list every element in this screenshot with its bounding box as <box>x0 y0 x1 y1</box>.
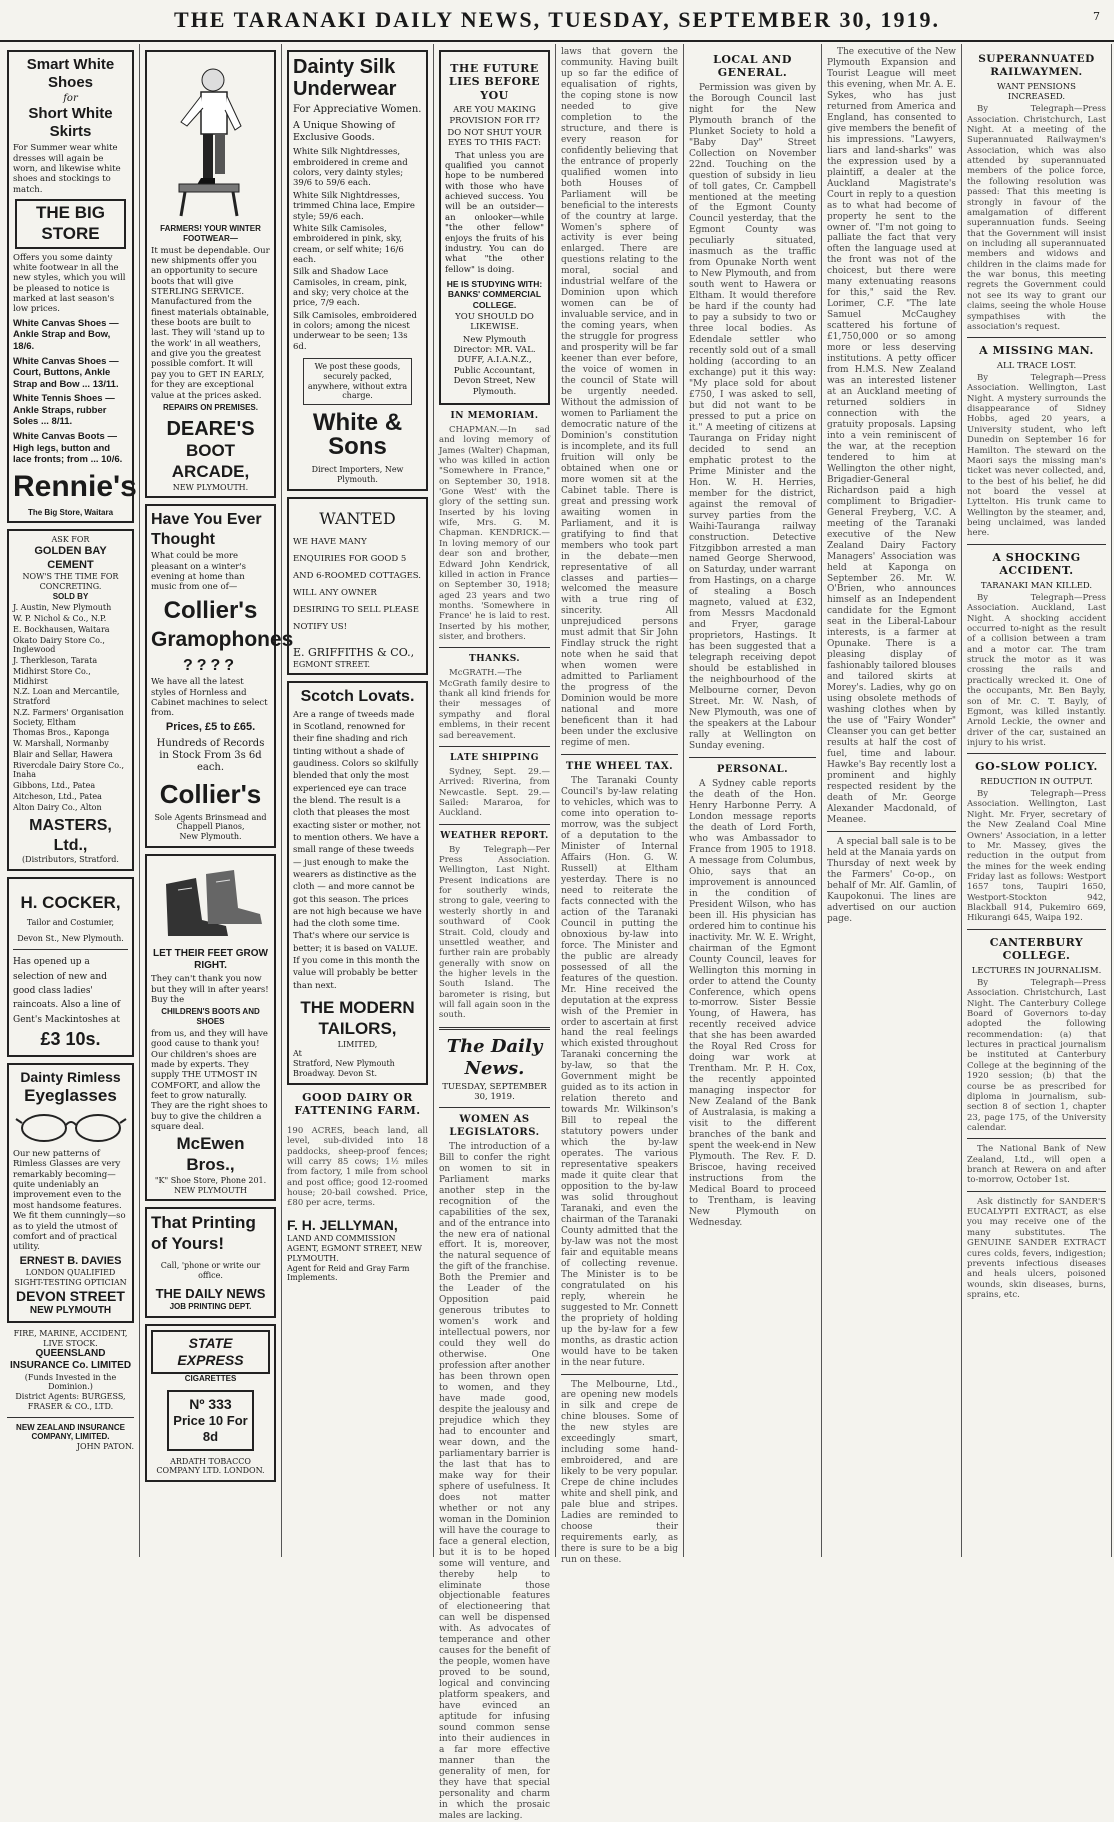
cocker-price: £3 10s. <box>40 1029 101 1050</box>
section-heading: WEATHER REPORT. <box>440 830 549 841</box>
brand-logo: STATE EXPRESS <box>151 1330 270 1374</box>
ad-question: ARE YOU MAKING PROVISION FOR IT? <box>449 105 540 126</box>
griffiths-name: E. GRIFFITHS & CO., <box>293 646 415 660</box>
state-express-ad <box>145 1324 276 1482</box>
ad-body: 190 ACRES, beach land, all level, sub-divided into 18 paddocks, sheep-proof fences; will carry 85 cows; 1½ miles from factory, 1 mile from school and post office; good 12-roomed house; 20-bail cowshed. Price, £80 per acre, terms. <box>287 1125 428 1209</box>
collier-sole: Sole Agents Brinsmead and Chappell Pianos, <box>154 812 267 832</box>
collier-item: Gramophones <box>151 627 294 651</box>
brand-maker: ARDATH TOBACCO COMPANY LTD. LONDON. <box>156 1456 265 1476</box>
column-4 <box>434 44 556 1821</box>
ad-headline: Have You Ever Thought <box>151 511 262 548</box>
collier-latest: We have all the latest styles of Hornless and Cabinet machines to select from. <box>151 677 268 719</box>
ad-caption: LET THEIR FEET GROW RIGHT. <box>153 947 268 972</box>
ad-headline: Dainty Rimless <box>20 1069 121 1086</box>
editorial-date: TUESDAY, SEPTEMBER 30, 1919. <box>442 1081 547 1103</box>
masthead <box>0 0 1114 42</box>
article-body: The Taranaki County Council's by-law relating to vehicles, which was to come into operation to-morrow, was the subject of a deputation to the Minister of Internal Affairs (Hon. G. W. Russell) at Eltham yesterday. There is no need to reiterate the facts connected with the action of the Taranaki Council in putting the obnoxious by-law into force. The Minister and the public are already possessed of all the features of the question. Mr. Hine received the deputation at the express wish of the Premier in order to ascertain at first hand the real feelings which existed throughout Taranaki concerning the by-law, so that the Government might be guided as to its action in relation thereto and towards Mr. Wilkinson's Bill to repeal the statutory powers under which the by-law operates. The various representative speakers made it quite clear that opposition to the by-law was solid throughout Taranaki, and even the chairman of the Taranaki County admitted that the by-law was not the most fair and equitable means of collecting revenue. The Minister is to be congratulated on his reply, wherein he suggested to Mr. Connett the propriety of holding up the by-law for a few months, as drastic action would have to be taken in the near future. <box>561 776 678 1368</box>
list-item: W. P. Nichol & Co., N.P. <box>13 614 107 624</box>
insurance-sub: (Funds Invested in the Dominion.) <box>24 1372 117 1392</box>
ad-headline-2: Eyeglasses <box>24 1086 117 1106</box>
brand-sub: CIGARETTES <box>184 1374 237 1384</box>
mcewen-heading: CHILDREN'S BOOTS AND SHOES <box>161 1007 260 1027</box>
cocker-name: H. COCKER, <box>20 893 121 913</box>
cocker-trade: Tailor and Costumier, <box>26 917 115 927</box>
ad-body: Our new patterns of Rimless Glasses are very remarkably becoming—quite undeniably an improvement even to the most handsome features. We fit them cunningly—so as to yield the utmost of comfort and of practical utility. <box>13 1149 126 1253</box>
brand-number: Nº 333 <box>189 1395 232 1412</box>
insurance-manager: JOHN PATON. <box>76 1442 134 1452</box>
list-item: Gibbons, Ltd., Patea <box>13 781 96 791</box>
cocker-address: Devon St., New Plymouth. <box>17 933 124 943</box>
ad-offer: Offers you some dainty white footwear in all the new styles, which you will be pleased to notice is marked at last season's low prices. <box>13 252 126 315</box>
wanted-ad <box>287 497 428 676</box>
article-subheading: TARANAKI MAN KILLED. <box>980 580 1093 591</box>
cement-name: GOLDEN BAY CEMENT <box>34 545 107 571</box>
article-body: By Telegraph—Press Association. Christchurch, Last Night. The Canterbury College Board of Governors to-day adopted the following recommendation: (a) that lectures in practical journalism be instituted at Canterbury College at the beginning of the 1920 session; (b) that the course be as prescribed for diploma in journalism, sub-section 8 of section 1, chapter 23, page 175, of the University calendar. <box>967 977 1106 1133</box>
ad-studying: HE IS STUDYING WITH: BANKS' COMMERCIAL COLLEGE. <box>446 278 543 310</box>
modern-tailors-name: THE MODERN TAILORS, <box>300 998 415 1038</box>
cement-ad <box>7 529 134 871</box>
article-body: The introduction of a Bill to confer the right on women to sit in Parliament marks another step in the recognition of the capabilities of the sex, and of the entrance into the new era of national effort. It is, moreover, the natural sequence of the gift of the franchise. Both the Premier and the Leader of the Opposition paid generous tributes to women's work and intellectual powers, nor could they well do otherwise. One profession after another has been thrown open to women, and they have made good, despite the jealousy and prejudice which they had to encounter and wear down, and the parliamentary barrier is the last that has to make way for their sphere of usefulness. It does not matter whether or not any woman in the Dominion will have the courage to face a general election, but it is to be hoped some will venture, and thereby help to eliminate those objectionable features of electioneering that can well be dispensed with. As advocates of temperance and other causes for the benefit of the people, women have proved to be sound, logical and convincing platform speakers, and have evinced an aptitude for infusing sound common sense into their audiences in a far more effective manner than the generality of men, for they have that special personality and charm in which the prosaic males are lacking. <box>439 1141 551 1821</box>
underwear-item: White Silk Nightdresses, trimmed China lace, Empire style; 59/6 each. <box>293 190 415 222</box>
mcewen-ad <box>145 854 276 1202</box>
insurance-agents: District Agents: BURGESS, FRASER & CO., LTD. <box>15 1392 126 1411</box>
section-heading: IN MEMORIAM. <box>450 410 539 421</box>
insurance-line: FIRE, MARINE, ACCIDENT, LIVE STOCK. <box>13 1328 128 1348</box>
mcewen-name: McEwen Bros., <box>176 1134 245 1175</box>
article-heading: GO-SLOW POLICY. <box>975 760 1098 774</box>
mcewen-address: "K" Shoe Store, Phone 201. NEW PLYMOUTH <box>154 1175 267 1195</box>
ad-body: What could be more pleasant on a winter's evening at home than music from one of— <box>151 551 247 593</box>
list-item: W. Marshall, Normanby <box>13 739 109 749</box>
ad-headline: That Printing of Yours! <box>151 1213 256 1254</box>
editorial-masthead: The Daily News. <box>446 1035 543 1079</box>
davies-street: DEVON STREET <box>16 1287 125 1304</box>
jellyman-trade: LAND AND COMMISSION AGENT, EGMONT STREET, NEW PLYMOUTH. <box>287 1234 422 1263</box>
article-subheading: LECTURES IN JOURNALISM. <box>971 965 1102 976</box>
column-8 <box>962 44 1112 1557</box>
deare-town: NEW PLYMOUTH. <box>172 482 249 492</box>
masters-logo: MASTERS, Ltd., <box>29 817 112 854</box>
ad-body: WE HAVE MANY ENQUIRIES FOR GOOD 5 AND 6-ROOMED COTTAGES. WILL ANY OWNER DESIRING TO SELL PLEASE NOTIFY US! <box>293 537 421 633</box>
collier-ad <box>145 504 294 848</box>
ad-should: YOU SHOULD DO LIKEWISE. <box>455 312 534 333</box>
question-marks: ???? <box>182 656 239 674</box>
collier-town: New Plymouth. <box>179 832 242 842</box>
nz-insurance: NEW ZEALAND INSURANCE COMPANY, LIMITED. <box>16 1422 125 1442</box>
tailors-at: At <box>293 1049 302 1059</box>
list-item: Alton Dairy Co., Alton <box>13 802 102 812</box>
article-body: The executive of the New Plymouth Expansion and Tourist League will meet this evening, when Mr. A. E. Sykes, who has just returned from America and England, has consented to give members the benefit of his impressions. "Lawyers, liars and land-sharks" was the expression used by a plaintiff, a dealer at the Auckland Magistrate's Court in reply to a question as to what had become of property he sent to the owner of. "I'm not going to palliate the fact that very often the language used at the front was not of the choicest, but there were many extenuating reasons for this," said the Rev. Lorimer, C.F. "The late Samuel McCaughey scattered his fortune of £1,750,000 or so among more or less deserving institutions. A petty officer from H.M.S. New Zealand was an interested listener at an Auckland meeting of returned soldiers in connection with the gratuity proposals. Lapsing into a vein reminiscent of the war, at the reception tendered to him at Wellington the other night, Brigadier-General Richardson paid a high compliment to Brigadier-General Freyberg, V.C. A meeting of the Taranaki executive of the New Zealand Dairy Factory Managers' Association was held at Kaponga on September 26. Mr. W. O'Brien, who announces himself as an Independent candidate for the Egmont seat in the Liberal-Labour interests, is a farmer at Opunake. There is a pleasing display of fashionably tailored blouses and tailored skirts at Morey's. Ladies, why go on using obsolete methods of washing clothes when by the use of "Fairy Wonder" Cleanser you can get better results at half the cost of fuel, time and labour. Hawke's Bay recently lost a prominent and highly respected resident by the death of Mr. George Alexander Macdonald, of Meanee. <box>827 47 956 825</box>
list-item: Thomas Bros., Kaponga <box>13 728 110 738</box>
printing-dept: JOB PRINTING DEPT. <box>169 1302 252 1312</box>
post-note: We post these goods, securely packed, anywhere, without extra charge. <box>303 358 412 405</box>
column-3 <box>282 44 434 1557</box>
ad-body: Are a range of tweeds made in Scotland, renowned for their fine shading and rich tinting without a shade of gaudiness. Colors so skilfully blended that only the most experienced eye can trace the blend. The result is a cloth that pleases the most exacting sister or mother, not to mention others. We have a small range of these tweeds — just enough to make the wearers as distinctive as the cloth — and more cannot be got this season. The prices are not high because we have had the cloth some time. That's where our service is better; it is based on VALUE. If you come in this month the value will probably be better than next. <box>293 709 422 991</box>
ad-headline-2: Short White Skirts <box>28 104 113 141</box>
ad-unique: A Unique Showing of Exclusive Goods. <box>293 120 395 143</box>
printing-call: Call, 'phone or write our office. <box>160 1260 261 1280</box>
boots-illustration-icon <box>156 864 266 944</box>
shoe-item: White Canvas Shoes — Ankle Strap and Bow, 18/6. <box>13 317 119 352</box>
list-item: E. Bockhausen, Waitara <box>13 624 110 634</box>
deare-name: DEARE'S <box>166 417 255 440</box>
column-6 <box>684 44 822 1557</box>
article-body: laws that govern the community. Having built up so far the edifice of equalisation of rights, the coping stone is now needed to give completion to the structure, and there is every reason for confidently believing that the entrance of properly qualified women into both Houses of Parliament will be beneficial to the interests of the country at large. Women's sphere of activity is ever being enlarged. There are questions relating to the moral, social and industrial welfare of the Dominion upon which women can be of invaluable service, and in the coming years, when the struggle for progress and prosperity will be far keener than ever before, the voice of women in the council of State will be urgently needed. Without the admission of women to Parliament the democratic nature of the Dominion's constitution is incomplete, and its full fruition will only be obtained when one or more women sit at the Cabinet table. There is great and pressing work awaiting women in Parliament, and it is gratifying to find that members who took part in the debate—men representative of all classes and parties—welcomed the measure with a true ring of sincerity. All unprejudiced persons must admit that Sir John Findlay struck the right note when he said that when women were admitted to Parliament the progress of the Dominion would be more national and more beneficent than it had been under the exclusive regime of men. <box>561 47 678 749</box>
collier-prices: Prices, £5 to £65. <box>165 720 256 733</box>
article-subheading: ALL TRACE LOST. <box>996 360 1077 371</box>
article-heading: THE WHEEL TAX. <box>565 761 674 772</box>
insurance-name: QUEENSLAND INSURANCE Co. LIMITED <box>9 1348 132 1372</box>
white-sons-address: Direct Importers, New Plymouth. <box>311 465 404 484</box>
eyeglasses-icon <box>16 1111 126 1145</box>
article-body: The National Bank of New Zealand, Ltd., will open a branch at Rewera on and after to-morrow, October 1st. <box>967 1144 1106 1186</box>
printing-name: THE DAILY NEWS <box>155 1286 266 1302</box>
masters-sub: (Distributors, Stratford. <box>22 855 119 865</box>
banks-college-ad <box>439 50 550 405</box>
ad-headline: Scotch Lovats. <box>300 688 415 706</box>
ad-tag: NOW'S THE TIME FOR CONCRETING. <box>22 572 119 591</box>
notice-text: CHAPMAN.—In sad and loving memory of James (Walter) Chapman, who was killed in action "Somewhere in France," on September 30, 1918. 'Gone West' with the glory of the setting sun. Inserted by his loving wife, Mrs. G. M. Chapman. KENDRICK.—In loving memory of our dear son and brother, Edward John Kendrick, killed in action in France on September 30, 1918; aged 23 years and two months. 'Somewhere in France' he is laid to rest. Inserted by his mother, sister, and brothers. <box>439 424 550 643</box>
cocker-body: Has opened up a selection of new and good class ladies' raincoats. Also a line of Gent's Mackintoshes at <box>13 957 121 1025</box>
ad-rep: New Plymouth Director: MR. VAL. DUFF, A.I.A.N.Z., Public Accountant, Devon Street, New Plymouth. <box>453 334 536 397</box>
ad-caption: FARMERS! YOUR WINTER FOOTWEAR— <box>160 224 261 243</box>
davies-ad <box>7 1063 134 1323</box>
cocker-ad <box>7 877 134 1057</box>
tailors-ltd: LIMITED, <box>337 1039 378 1049</box>
rennies-logo: Rennie's <box>13 469 137 503</box>
list-item: Blair and Sellar, Hawera <box>13 749 113 759</box>
article-subheading: WANT PENSIONS INCREASED. <box>996 81 1077 102</box>
farmer-illustration-icon <box>151 60 271 220</box>
section-heading: LOCAL AND GENERAL. <box>713 53 792 80</box>
rennies-ad <box>7 50 137 523</box>
ad-body: They can't thank you now but they will in after years! Buy the <box>151 974 269 1005</box>
ad-body-2: from us, and they will have good cause to thank you! Our children's shoes are made by experts. They supply THE UTMOST IN COMFORT, and allow the feet to grow naturally. They are the right shoes to buy to give the children a square deal. <box>151 1028 268 1133</box>
sold-by: SOLD BY <box>52 591 89 601</box>
jellyman-agent: Agent for Reid and Gray Farm Implements. <box>287 1263 410 1283</box>
article-body: By Telegraph—Press Association. Wellington, Last Night. Mr. Fryer, secretary of the New Zealand Coal Mine Owners' Association, in a letter to Mr. Massey, gives the reduction in the output from the mines for the week ending Friday last as follows: Westport 1657 tons, Taupiri 1650, Westport-Stockton 942, Blackball 914, Pukemiro 669, Hikurangi 645, Waipa 192. <box>967 789 1106 924</box>
article-body: By Telegraph—Press Association. Wellington, Last Night. A mystery surrounds the disappearance of Sidney Hobbs, aged 20 years, a University student, who left Dunedin on September 16 for Hamilton. The steward on the Maori says the missing man's ticket was never collected, and, to the best of his belief, he did not board the vessel at Lyttelton. His trunk came to Wellington by the steamer, and, being unclaimed, was landed here. <box>967 372 1106 539</box>
scotch-lovats-ad <box>287 681 428 1084</box>
griffiths-address: EGMONT STREET. <box>293 659 371 669</box>
section-heading: THANKS. <box>468 654 521 665</box>
davies-town: NEW PLYMOUTH <box>29 1304 112 1316</box>
list-item: J. Austin, New Plymouth <box>13 603 112 613</box>
list-item: Rivercdale Dairy Store Co., Inaha <box>13 760 124 780</box>
collier-records: Hundreds of Records in Stock From 3s 6d each. <box>156 738 265 774</box>
notice-text: Sydney, Sept. 29.—Arrived: Riverina, from Newcastle. Sept. 29.—Sailed: Mararoa, for Auckland. <box>439 766 550 819</box>
list-item: N.Z. Loan and Mercantile, Stratford <box>13 687 120 707</box>
store-logo: THE BIG STORE <box>15 199 126 248</box>
underwear-item: Silk Camisoles, embroidered in colors; among the nicest underwear to be seen; 13s 6d. <box>293 310 417 352</box>
column-1 <box>2 44 140 1557</box>
article-body: A Sydney cable reports the death of the Hon. Henry Harbonne Perry. A London message reports the death of Lord Forth, who was Ambassador to France from 1905 to 1918. A message from Columbus, Ohio, says that an improvement is announced in the condition of President Wilson, who has been ill. His physician has ordered him to continue his inactivity. Mr. W. E. Wright, chairman of the Egmont County Council, leaves for Wellington this morning in order to attend the County Conference, which opens to-morrow. Sister Bessie Young, of Hawera, has recently received advice that she has been awarded the Royal Red Cross for doing war work at Trentham. Mr. P. H. Cox, the recently appointed managing inspector for New Zealand of the Bank of Australasia, is making a visit to the different branches of the bank and spent the week-end in New Plymouth. The Rev. F. D. Briscoe, having received instructions from the Medical Board to proceed to Trentham, is leaving New Plymouth on Wednesday. <box>689 779 816 1228</box>
brand-price: Price 10 For 8d <box>173 1412 248 1444</box>
dairy-farm-ad <box>287 1091 428 1284</box>
ad-sub: For Appreciative Women. <box>293 104 422 115</box>
underwear-item: White Silk Camisoles, embroidered in pink, sky, cream, or self white; 16/6 each. <box>293 223 404 265</box>
collier-name: Collier's <box>163 596 258 624</box>
tailors-towns: Stratford, New Plymouth <box>293 1059 395 1069</box>
wanted-heading: WANTED <box>319 508 396 528</box>
article-body: Ask distinctly for SANDER'S EUCALYPTI EXTRACT, as else you may receive one of the many substitutes. The GENUINE SANDER EXTRACT cures colds, fevers, indigestion; prevents infectious diseases and heals ulcers, poisoned wounds, skin diseases, burns, sprains, etc. <box>967 1196 1106 1300</box>
page-number: 7 <box>1093 10 1100 23</box>
list-item: Aitcheson, Ltd., Patea <box>13 791 102 801</box>
list-item: J. Therkleson, Tarata <box>13 656 98 666</box>
ad-body: For Summer wear white dresses will again be worn, and likewise white shoes and stockings to match. <box>13 143 121 195</box>
davies-name: ERNEST B. DAVIES <box>19 1254 122 1267</box>
article-heading: SUPERANNUATED RAILWAYMEN. <box>978 53 1095 78</box>
ad-ask: ASK FOR <box>51 535 90 545</box>
white-sons-ad <box>287 50 428 491</box>
price-box <box>167 1390 254 1451</box>
shoe-item: White Canvas Boots — High legs, button and lace fronts; from ... 10/6. <box>13 431 123 466</box>
printing-ad <box>145 1207 276 1318</box>
column-2 <box>140 44 294 1557</box>
article-body: Permission was given by the Borough Council last night for the New Plymouth branch of the Plunket Society to hold a "Baby Day" Street Collection on November 22nd. Touching on the question of subsidy in lieu of toll gates, Cr. Campbell mentioned at the meeting of the Egmont County Council yesterday, that the Egmont County was peculiarly situated, inasmuch as the traffic from Opunake North went to New Plymouth, and from south went to Hawera or Eltham. It would therefore be hard if the county had to pay a subsidy to two or three local bodies. As Edendale settler who recently sold out of a small holding (according to an exchange) put it this way: "My place sold for about £750, I was asked to sell, but did not want to be pressed to put a price on it." A meeting of citizens at Tauranga on Friday night decided to send an emphatic protest to the Prime Minister and the Hon. W. H. Herries, member for the district, against the removal of survey parties from the Waihi-Tauranga railway construction. Detective Fitzgibbon arrested a man named George Sherwood, on Saturday, under warrant from Hastings, on a charge of stealing a Bosch magneto, valued at £32, from Messrs Macdonald and Fryer, garage proprietors, Hastings. It has been suggested that a telegraph receiving depot should be established in the neighbourhood of the Melbourne corner, Devon Street. Mr. W. Nash, of New Plymouth, was one of the speakers at the Labour rally at Wellington on Sunday evening. <box>689 82 816 751</box>
article-body: The Melbourne, Ltd., are opening new models in silk and crepe de chine blouses. Some of the new styles are exceedingly smart, including some hand-embroidered, and are likely to be very popular. Crepe de chine includes white and shell pink, and pale blue and stripes. Ladies are reminded to choose their requirements early, as there is sure to be a big run on these. <box>561 1379 678 1565</box>
jellyman-name: F. H. JELLYMAN, <box>287 1217 398 1234</box>
article-heading: A SHOCKING ACCIDENT. <box>992 550 1081 578</box>
davies-qual: LONDON QUALIFIED SIGHT-TESTING OPTICIAN <box>14 1268 127 1287</box>
ad-footer: The Big Store, Waitara <box>27 507 114 517</box>
tailors-streets: Broadway. Devon St. <box>293 1068 377 1078</box>
article-body: By Telegraph—Press Association. Auckland, Last Night. A shocking accident occurred to-night as the result of a collision between a tram and a motor car. The tram struck the motor as it was crossing the rails and practically wrecked it. One of the occupants, Mr. Ben Bayly, son of Mr. C. T. Bayly, of Egmont, was killed instantly. Arnold Leckie, the owner and driver of the car, sustained an injury to his wrist. <box>967 592 1106 748</box>
deare-name-2: BOOT ARCADE, <box>171 441 250 481</box>
list-item: N.Z. Farmers' Organisation Society, Eltham <box>13 707 124 727</box>
article-body: A special ball sale is to be held at the Manaia yards on Thursday of next week by the Farmers' Co-op., on behalf of Mr. Alf. Gamlin, of Kaupokonui. The lines are advertised on our auction page. <box>827 836 956 924</box>
notice-text: By Telegraph—Per Press Association. Wellington, Last Night. Present indications are for southerly winds, strong to gale, veering to westerly shortly in and southward of Cook Strait. Cold, cloudy and unsettled weather, and further rain are probably generally with snow on the higher levels in the South Island. The barometer is rising, but will fall again soon in the south. <box>439 844 550 1021</box>
article-heading: A MISSING MAN. <box>979 344 1094 358</box>
newspaper-title: THE TARANAKI DAILY NEWS, TUESDAY, SEPTEMBER 30, 1919. <box>174 7 940 32</box>
collier-name-2: Collier's <box>159 778 262 809</box>
ad-connector: for <box>63 92 78 104</box>
repairs-note: REPAIRS ON PREMISES. <box>163 402 258 412</box>
underwear-item: White Silk Nightdresses, embroidered in creme and colors, very dainty styles; 39/6 to 59/6 each. <box>293 147 408 189</box>
article-body: By Telegraph—Press Association. Christchurch, Last Night. At a meeting of the Superannuated Railwaymen's Association, which was also attended by superannuated members of the police force, the following resolution was passed: That this meeting is strongly in favour of the amalgamation of different superannuation funds. Seeing that the Government will insist on including all superannuated members and widows and children in the claims made for the war bonus, this meeting regrets the Government could not see its way to grant our claims, seeing the whole House sympathises with the association's request. <box>967 104 1106 332</box>
column-7 <box>822 44 962 1557</box>
notice-text: McGRATH.—The McGrath family desire to thank all kind friends for their messages of sympathy and floral emblems, in their recent sad bereavement. <box>439 668 550 741</box>
section-heading: PERSONAL. <box>716 763 789 775</box>
agents-list <box>13 603 128 812</box>
ad-headline: Dainty Silk Underwear <box>293 56 397 100</box>
shoe-item: White Tennis Shoes — Ankle Straps, rubber Soles ... 8/11. <box>13 393 115 428</box>
ad-body: That unless you are qualified you cannot hope to be numbered with those who have achieved success. You will be an outsider—an onlooker—while "the other fellow" enjoys the fruits of his industry. You can do what "the other fellow" is doing. <box>445 150 544 275</box>
ad-headline: GOOD DAIRY OR FATTENING FARM. <box>294 1090 421 1117</box>
underwear-item: Silk and Shadow Lace Camisoles, in cream, pink, and sky; very choice at the price, 7/9 each. <box>293 267 409 309</box>
ad-headline: Smart White Shoes <box>26 56 115 92</box>
section-heading: LATE SHIPPING <box>450 752 539 763</box>
article-subheading: REDUCTION IN OUTPUT. <box>980 776 1093 787</box>
shoe-item: White Canvas Shoes — Court, Buttons, Ankle Strap and Bow ... 13/11. <box>13 355 119 390</box>
list-item: Okato Dairy Store Co., Inglewood <box>13 635 105 655</box>
ad-warning: DO NOT SHUT YOUR EYES TO THIS FACT: <box>447 127 542 149</box>
article-heading: WOMEN AS LEGISLATORS. <box>449 1114 540 1138</box>
list-item: Midhirst Store Co., Midhirst <box>13 666 91 686</box>
column-5 <box>556 44 684 1565</box>
deare-ad <box>145 50 276 498</box>
article-heading: CANTERBURY COLLEGE. <box>989 935 1084 963</box>
ad-body: It must be dependable. Our new shipments offer you an opportunity to secure boots that will give STERLING SERVICE. Manufactured from the finest materials obtainable, these boots are built to last. They will 'stand up to the work' in all weathers, and give you the greatest possible comfort. It will pay you to GET IN EARLY, for they are exceptional value at the prices asked. <box>151 245 270 401</box>
ad-headline: THE FUTURE LIES BEFORE YOU <box>448 62 541 102</box>
insurance-ad <box>7 1329 134 1452</box>
white-sons-logo: White & Sons <box>312 409 403 461</box>
